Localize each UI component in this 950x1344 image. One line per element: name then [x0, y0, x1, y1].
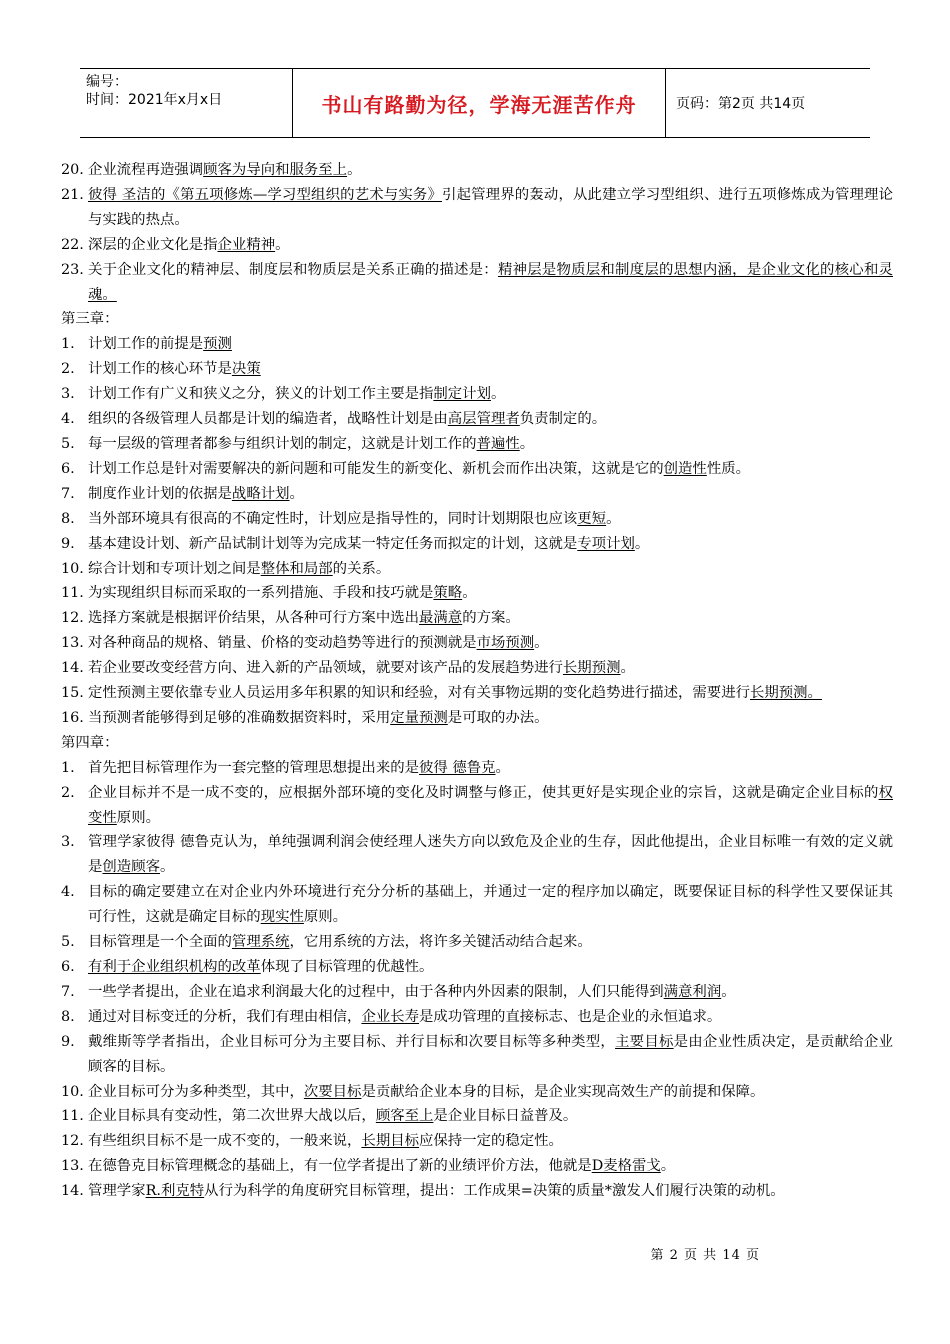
- item-number: 12.: [61, 1133, 84, 1150]
- item-text: [88, 532, 893, 557]
- item-number: 3.: [61, 386, 75, 403]
- underlined-answer: 精神层是物质层和制度层的思想内涵，是企业文化的核心和灵魂。: [88, 261, 893, 303]
- list-item: [61, 507, 893, 532]
- underlined-answer: 权变性: [88, 784, 893, 826]
- underlined-answer: 高层管理者: [447, 411, 520, 428]
- item-text: [88, 407, 893, 432]
- item-number: 1.: [61, 759, 75, 776]
- list-item: [61, 183, 893, 233]
- text-segment: 组织的各级管理人员都是计划的编造者，战略性计划是由: [88, 411, 448, 428]
- item-text: [88, 1005, 893, 1030]
- item-text: [88, 830, 893, 880]
- item-text: [88, 656, 893, 681]
- item-number: 14.: [61, 660, 84, 677]
- item-text: [88, 581, 893, 606]
- item-number: 6.: [61, 460, 75, 477]
- item-number: 10.: [61, 560, 84, 577]
- list-item: [61, 332, 893, 357]
- underlined-answer: 顾客至上: [375, 1108, 434, 1125]
- text-segment: 从行为科学的角度研究目标管理，提出：工作成果=决策的质量*激发人们履行决策的动机。: [204, 1183, 785, 1200]
- item-text: [88, 1030, 893, 1080]
- list-item: [61, 482, 893, 507]
- text-segment: 计划工作总是针对需要解决的新问题和可能发生的新变化、新机会而作出决策，这就是它的: [88, 460, 664, 477]
- item-number: 9.: [61, 535, 75, 552]
- underlined-answer: 整体和局部: [260, 560, 333, 577]
- item-text: [88, 606, 893, 631]
- text-segment: 。: [606, 510, 621, 527]
- item-number: 4.: [61, 411, 75, 428]
- header-page-number: 页码：第2页 共14页: [676, 96, 806, 112]
- text-segment: 是由企业性质决定，是贡献给企业顾客的目标。: [88, 1033, 893, 1075]
- text-segment: 计划工作的前提是: [88, 336, 204, 353]
- item-number: 1.: [61, 336, 75, 353]
- item-text: [88, 382, 893, 407]
- text-segment: 。: [534, 635, 549, 652]
- underlined-answer: 最满意: [419, 610, 463, 627]
- item-number: 16.: [61, 709, 84, 726]
- text-segment: 。: [490, 386, 506, 403]
- item-text: [88, 507, 893, 532]
- underlined-answer: R.利克特: [145, 1183, 205, 1200]
- text-segment: 每一层级的管理者都参与组织计划的制定，这就是计划工作的: [88, 435, 477, 452]
- item-text: [88, 1179, 893, 1204]
- item-text: [88, 980, 893, 1005]
- text-segment: 选择方案就是根据评价结果，从各种可行方案中选出: [88, 610, 419, 627]
- text-segment: 体现了目标管理的优越性。: [260, 959, 434, 975]
- text-segment: 企业目标具有变动性，第二次世界大战以后，: [88, 1108, 376, 1125]
- item-number: 2.: [61, 361, 75, 378]
- item-text: [88, 631, 893, 656]
- list-item: [61, 357, 893, 382]
- list-item: [61, 581, 893, 606]
- list-item: [61, 233, 893, 258]
- text-segment: 是可取的办法。: [447, 709, 549, 726]
- underlined-answer: 更短: [577, 510, 607, 527]
- text-segment: 原则。: [116, 809, 160, 826]
- text-segment: 一些学者提出，企业在追求利润最大化的过程中，由于各种内外因素的限制，人们只能得到: [88, 983, 664, 1000]
- item-number: 6.: [61, 959, 75, 975]
- item-number: 10.: [61, 1083, 84, 1100]
- list-item: [61, 830, 893, 880]
- text-segment: 是企业目标日益普及。: [433, 1108, 578, 1125]
- footer-page-number: 第 2 页 共 14 页: [650, 1248, 760, 1263]
- text-segment: 应保持一定的稳定性。: [419, 1133, 563, 1150]
- underlined-answer: 定量预测: [390, 709, 448, 726]
- underlined-answer: 企业长寿: [361, 1008, 420, 1025]
- item-text: [88, 482, 893, 507]
- underlined-answer: 彼得 德鲁克: [419, 759, 496, 776]
- chapter-heading: [61, 307, 893, 332]
- text-segment: ，它用系统的方法，将许多关键活动结合起来。: [289, 934, 592, 951]
- text-segment: 引起管理界的轰动，从此建立学习型组织、进行五项修炼成为管理理论与实践的热点。: [88, 186, 893, 228]
- header-info: [80, 69, 293, 137]
- list-item: [61, 1129, 893, 1154]
- list-item: [61, 606, 893, 631]
- document-number-label: 编号：: [86, 74, 128, 90]
- list-item: [61, 955, 893, 980]
- text-segment: 原则。: [303, 909, 348, 926]
- text-segment: 当预测者能够得到足够的准确数据资料时，采用: [88, 709, 391, 726]
- underlined-answer: 制定计划: [433, 386, 491, 403]
- text-segment: 。: [347, 162, 362, 178]
- item-text: [88, 158, 893, 183]
- underlined-answer: 顾客为导向和服务至上: [203, 162, 348, 178]
- text-segment: 当外部环境具有很高的不确定性时，计划应是指导性的，同时计划期限也应该: [88, 510, 578, 527]
- text-segment: 。: [519, 435, 535, 452]
- text-segment: 的方案。: [462, 610, 520, 627]
- text-segment: 。: [159, 859, 175, 876]
- underlined-answer: 长期预测: [562, 660, 621, 677]
- item-number: 15.: [61, 685, 84, 702]
- text-segment: 计划工作有广义和狭义之分，狭义的计划工作主要是指: [88, 386, 434, 403]
- item-text: [88, 781, 893, 831]
- underlined-answer: D麦格雷戈: [591, 1158, 661, 1175]
- list-item: [61, 781, 893, 831]
- item-text: [88, 930, 893, 955]
- text-segment: 目标的确定要建立在对企业内外环境进行充分分析的基础上，并通过一定的程序加以确定，既要保证目标的科学性又要保证其可行性，这就是确定目标的: [88, 884, 893, 926]
- list-item: [61, 706, 893, 731]
- text-segment: 通过对目标变迁的分析，我们有理由相信，: [88, 1008, 362, 1025]
- item-text: [88, 357, 893, 382]
- text-segment: 。: [721, 983, 736, 1000]
- list-item: [61, 1104, 893, 1129]
- text-segment: 在德鲁克目标管理概念的基础上，有一位学者提出了新的业绩评价方法，他就是: [88, 1158, 592, 1175]
- text-segment: 深层的企业文化是指: [88, 236, 218, 253]
- underlined-answer: 决策: [231, 361, 261, 378]
- item-text: [88, 258, 893, 308]
- item-number: 5.: [61, 934, 75, 951]
- item-number: 9.: [61, 1033, 75, 1050]
- underlined-answer: 彼得 圣洁的《第五项修炼—学习型组织的艺术与实务》: [88, 186, 443, 203]
- underlined-answer: 现实性: [260, 909, 304, 926]
- item-text: [61, 311, 119, 327]
- item-number: 5.: [61, 435, 75, 452]
- list-item: [61, 432, 893, 457]
- document-body: [61, 158, 893, 1204]
- item-number: 8.: [61, 510, 75, 527]
- underlined-answer: 普遍性: [476, 435, 520, 452]
- text-segment: 。: [495, 759, 510, 776]
- item-text: [88, 681, 893, 706]
- underlined-answer: 有利于企业组织机构的改革: [88, 959, 261, 975]
- page-footer: [0, 1244, 950, 1263]
- text-segment: 是成功管理的直接标志、也是企业的永恒追求。: [419, 1008, 722, 1025]
- item-number: 22.: [61, 236, 84, 253]
- text-segment: 综合计划和专项计划之间是: [88, 560, 261, 577]
- underlined-answer: 战略计划: [231, 485, 290, 502]
- list-item: [61, 656, 893, 681]
- text-segment: 企业目标可分为多种类型，其中，: [88, 1083, 304, 1100]
- text-segment: 制度作业计划的依据是: [88, 485, 232, 502]
- item-number: 23.: [61, 261, 84, 278]
- list-item: [61, 457, 893, 482]
- text-segment: 企业流程再造强调: [88, 162, 204, 178]
- text-segment: 。: [634, 535, 650, 552]
- underlined-answer: 市场预测: [476, 635, 535, 652]
- text-segment: 第三章：: [61, 311, 119, 328]
- text-segment: 首先把目标管理作为一套完整的管理思想提出来的是: [88, 759, 419, 776]
- item-number: 2.: [61, 784, 75, 801]
- text-segment: 若企业要改变经营方向、进入新的产品领域，就要对该产品的发展趋势进行: [88, 660, 563, 677]
- chapter-heading: [61, 731, 893, 756]
- item-text: [88, 1154, 893, 1179]
- list-item: [61, 980, 893, 1005]
- list-item: [61, 557, 893, 582]
- document-time-label: 时间：2021年x月x日: [86, 92, 223, 108]
- item-number: 8.: [61, 1008, 75, 1025]
- item-text: [88, 706, 893, 731]
- list-item: [61, 880, 893, 930]
- item-number: 13.: [61, 635, 84, 652]
- underlined-answer: 主要目标: [615, 1033, 674, 1050]
- text-segment: 关于企业文化的精神层、制度层和物质层是关系正确的描述是：: [88, 261, 498, 278]
- list-item: [61, 158, 893, 183]
- text-segment: 为实现组织目标而采取的一系列措施、手段和技巧就是: [88, 585, 434, 602]
- list-item: [61, 930, 893, 955]
- text-segment: 有些组织目标不是一成不变的，一般来说，: [88, 1133, 362, 1150]
- list-item: [61, 1030, 893, 1080]
- text-segment: 的关系。: [332, 560, 391, 577]
- item-text: [88, 1080, 893, 1105]
- text-segment: 。: [289, 485, 304, 502]
- text-segment: 负责制定的。: [519, 411, 607, 428]
- header-motto-cell: [293, 69, 666, 137]
- page-header: [80, 68, 870, 138]
- underlined-answer: 专项计划: [577, 535, 635, 552]
- list-item: [61, 407, 893, 432]
- text-segment: 目标管理是一个全面的: [88, 934, 232, 951]
- item-text: [88, 756, 893, 781]
- item-text: [88, 557, 893, 582]
- list-item: [61, 1154, 893, 1179]
- item-number: 4.: [61, 884, 75, 901]
- underlined-answer: 创造性: [663, 460, 707, 477]
- underlined-answer: 长期预测。: [749, 685, 822, 702]
- text-segment: 戴维斯等学者指出，企业目标可分为主要目标、并行目标和次要目标等多种类型，: [88, 1033, 616, 1050]
- item-text: [88, 432, 893, 457]
- underlined-answer: 满意利润: [663, 983, 722, 1000]
- text-segment: 是贡献给企业本身的目标，是企业实现高效生产的前提和保障。: [361, 1083, 765, 1100]
- text-segment: 性质。: [706, 460, 751, 477]
- underlined-answer: 次要目标: [303, 1083, 362, 1100]
- item-text: [88, 1129, 893, 1154]
- text-segment: 。: [620, 660, 635, 677]
- list-item: [61, 382, 893, 407]
- text-segment: 。: [660, 1158, 676, 1175]
- underlined-answer: 企业精神: [217, 236, 276, 253]
- item-number: 14.: [61, 1183, 84, 1200]
- text-segment: 计划工作的核心环节是: [88, 361, 232, 378]
- item-number: 11.: [61, 1108, 84, 1125]
- item-text: [88, 955, 893, 980]
- list-item: [61, 681, 893, 706]
- item-number: 7.: [61, 983, 75, 1000]
- list-item: [61, 1005, 893, 1030]
- underlined-answer: 预测: [203, 336, 232, 353]
- underlined-answer: 创造顾客: [102, 859, 160, 876]
- text-segment: 管理学家: [88, 1183, 146, 1200]
- item-number: 3.: [61, 834, 75, 851]
- list-item: [61, 1179, 893, 1204]
- item-text: [88, 1104, 893, 1129]
- list-item: [61, 532, 893, 557]
- text-segment: 企业目标并不是一成不变的，应根据外部环境的变化及时调整与修正，使其更好是实现企业的宗旨，这就是确定企业目标的: [88, 784, 879, 801]
- item-text: [61, 735, 119, 751]
- item-text: [88, 332, 893, 357]
- text-segment: 对各种商品的规格、销量、价格的变动趋势等进行的预测就是: [88, 635, 477, 652]
- text-segment: 。: [275, 236, 290, 253]
- list-item: [61, 631, 893, 656]
- underlined-answer: 长期目标: [361, 1133, 420, 1150]
- text-segment: 。: [462, 585, 477, 602]
- item-number: 20.: [61, 162, 84, 178]
- item-number: 13.: [61, 1158, 84, 1175]
- underlined-answer: 管理系统: [231, 934, 290, 951]
- item-text: [88, 880, 893, 930]
- text-segment: 管理学家彼得 德鲁克认为，单纯强调利润会使经理人迷失方向以致危及企业的生存，因此他提出，企业目标唯一有效的定义就是: [88, 834, 893, 876]
- list-item: [61, 756, 893, 781]
- item-text: [88, 183, 893, 233]
- header-motto: 书山有路勤为径，学海无涯苦作舟: [321, 92, 637, 117]
- list-item: [61, 258, 893, 308]
- text-segment: 第四章：: [61, 734, 119, 751]
- text-segment: 基本建设计划、新产品试制计划等为完成某一特定任务而拟定的计划，这就是: [88, 535, 578, 552]
- item-number: 21.: [61, 186, 84, 203]
- text-segment: 定性预测主要依靠专业人员运用多年积累的知识和经验，对有关事物远期的变化趋势进行描述，需要进行: [88, 685, 750, 702]
- item-number: 11.: [61, 585, 84, 602]
- item-text: [88, 457, 893, 482]
- item-number: 7.: [61, 485, 75, 502]
- underlined-answer: 策略: [433, 585, 463, 602]
- item-text: [88, 233, 893, 258]
- item-number: 12.: [61, 610, 84, 627]
- list-item: [61, 1080, 893, 1105]
